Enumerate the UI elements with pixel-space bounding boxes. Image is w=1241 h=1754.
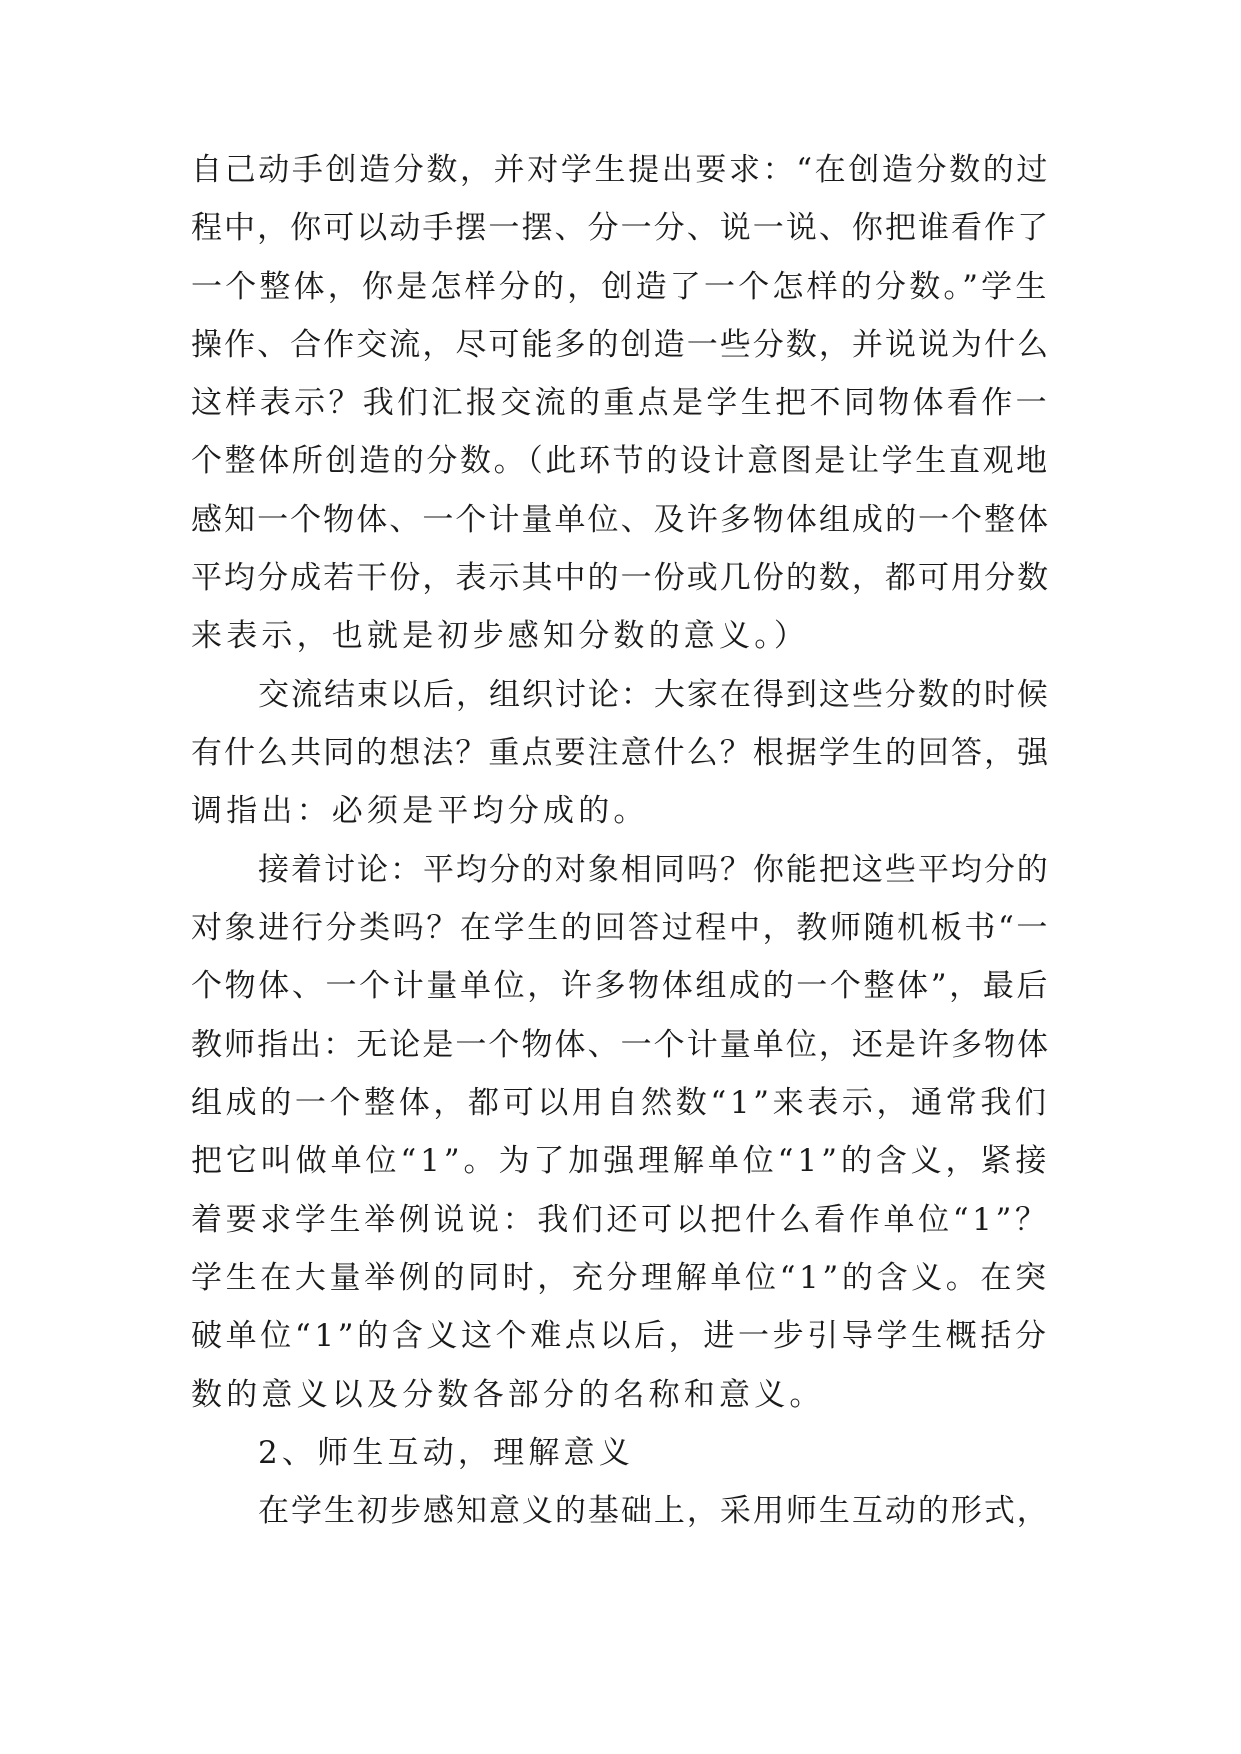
text-line: 自己动手创造分数，并对学生提出要求：“在创造分数的过 xyxy=(191,152,1051,188)
text-line: 这样表示？我们汇报交流的重点是学生把不同物体看作一 xyxy=(191,385,1050,421)
text-line: 在学生初步感知意义的基础上，采用师生互动的形式， xyxy=(258,1493,1050,1529)
text-line: 个整体所创造的分数。（此环节的设计意图是让学生直观地 xyxy=(191,443,1050,479)
text-line: 感知一个物体、一个计量单位、及许多物体组成的一个整体 xyxy=(191,502,1051,538)
text-line: 组成的一个整体，都可以用自然数“1”来表示，通常我们 xyxy=(191,1085,1050,1121)
text-line: 调指出：必须是平均分成的。 xyxy=(191,793,649,829)
text-line: 交流结束以后，组织讨论：大家在得到这些分数的时候 xyxy=(258,677,1050,713)
text-line: 程中，你可以动手摆一摆、分一分、说一说、你把谁看作了 xyxy=(191,210,1051,246)
text-line: 一个整体，你是怎样分的，创造了一个怎样的分数。”学生 xyxy=(191,269,1050,305)
text-line: 有什么共同的想法？重点要注意什么？根据学生的回答，强 xyxy=(191,735,1051,771)
section-heading: 2、师生互动，理解意义 xyxy=(258,1435,634,1471)
text-line: 操作、合作交流，尽可能多的创造一些分数，并说说为什么 xyxy=(191,327,1051,363)
text-line: 接着讨论：平均分的对象相同吗？你能把这些平均分的 xyxy=(258,852,1050,888)
text-line: 学生在大量举例的同时，充分理解单位“1”的含义。在突 xyxy=(191,1260,1050,1296)
text-line: 把它叫做单位“1”。为了加强理解单位“1”的含义，紧接 xyxy=(191,1143,1051,1179)
text-line: 平均分成若干份，表示其中的一份或几份的数，都可用分数 xyxy=(191,560,1051,596)
text-line: 数的意义以及分数各部分的名称和意义。 xyxy=(191,1377,825,1413)
text-line: 教师指出：无论是一个物体、一个计量单位，还是许多物体 xyxy=(191,1027,1051,1063)
text-line: 对象进行分类吗？在学生的回答过程中，教师随机板书“一 xyxy=(191,910,1051,946)
text-line: 破单位“1”的含义这个难点以后，进一步引导学生概括分 xyxy=(191,1318,1050,1354)
text-line: 来表示，也就是初步感知分数的意义。） xyxy=(191,618,810,654)
text-line: 个物体、一个计量单位，许多物体组成的一个整体”，最后 xyxy=(191,968,1051,1004)
text-line: 着要求学生举例说说：我们还可以把什么看作单位“1”？ xyxy=(191,1202,1050,1238)
